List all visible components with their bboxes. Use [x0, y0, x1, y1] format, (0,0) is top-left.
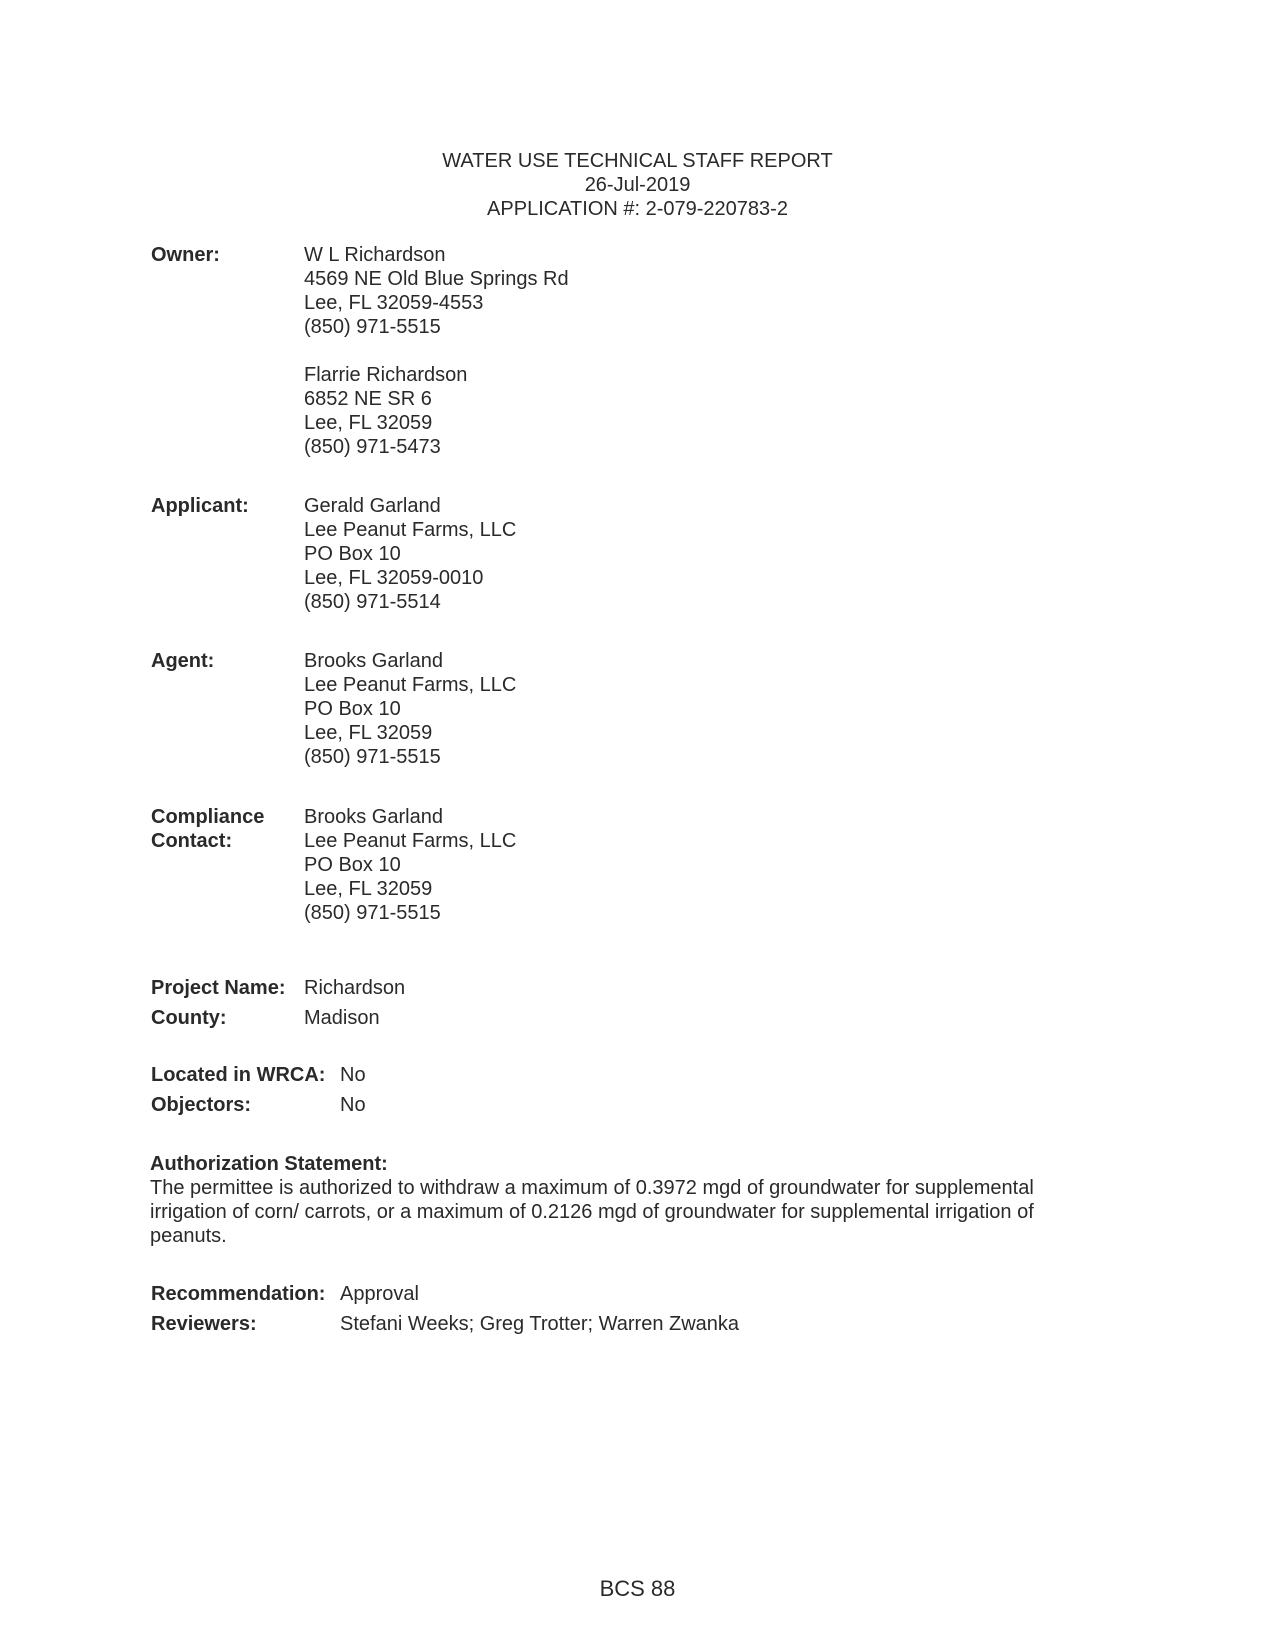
county-label: County:: [151, 1007, 227, 1029]
compliance-name: Brooks Garland: [304, 806, 443, 828]
owner-phone: (850) 971-5515: [304, 316, 441, 338]
recommendation-value: Approval: [340, 1283, 419, 1305]
project-value: Richardson: [304, 977, 406, 999]
compliance-address: PO Box 10: [304, 854, 401, 876]
recommendation-label: Recommendation:: [151, 1283, 326, 1305]
agent-value: [304, 649, 516, 769]
reviewers-label: Reviewers:: [151, 1313, 257, 1335]
compliance-company: Lee Peanut Farms, LLC: [304, 830, 517, 852]
agent-phone: (850) 971-5515: [304, 746, 441, 768]
owner-label: Owner:: [151, 244, 220, 266]
compliance-label-line2: Contact:: [151, 830, 233, 852]
report-date: 26-Jul-2019: [584, 174, 691, 196]
agent-company: Lee Peanut Farms, LLC: [304, 674, 517, 696]
objectors-value: No: [340, 1094, 366, 1116]
reviewers-value: Stefani Weeks; Greg Trotter; Warren Zwanka: [340, 1313, 740, 1335]
applicant-company: Lee Peanut Farms, LLC: [304, 519, 517, 541]
owner2-address: 6852 NE SR 6: [304, 388, 432, 410]
owner-value: [304, 243, 569, 459]
authorization-section: [150, 1152, 1090, 1248]
compliance-label-line1: Compliance: [151, 806, 265, 828]
owner-address: 4569 NE Old Blue Springs Rd: [304, 268, 569, 290]
application-number: APPLICATION #: 2-079-220783-2: [487, 198, 788, 220]
owner2-name: Flarrie Richardson: [304, 364, 468, 386]
owner2-city: Lee, FL 32059: [304, 412, 433, 434]
report-title: WATER USE TECHNICAL STAFF REPORT: [442, 150, 833, 172]
agent-name: Brooks Garland: [304, 650, 443, 672]
applicant-value: [304, 494, 516, 614]
authorization-line-1: The permittee is authorized to withdraw a maximum of 0.3972 mgd of groundwater for supplemental: [150, 1177, 1034, 1199]
agent-label: Agent:: [151, 650, 215, 672]
compliance-label: [151, 805, 264, 853]
applicant-name: Gerald Garland: [304, 495, 441, 517]
project-label: Project Name:: [151, 977, 286, 999]
page-number: BCS 88: [599, 1576, 676, 1601]
authorization-title: Authorization Statement:: [150, 1153, 388, 1175]
county-value: Madison: [304, 1007, 380, 1029]
authorization-line-2: irrigation of corn/ carrots, or a maximum of 0.2126 mgd of groundwater for supplemental irrigation of: [150, 1201, 1034, 1223]
compliance-city: Lee, FL 32059: [304, 878, 433, 900]
compliance-value: [304, 805, 516, 925]
applicant-phone: (850) 971-5514: [304, 591, 441, 613]
applicant-label: Applicant:: [151, 495, 249, 517]
compliance-phone: (850) 971-5515: [304, 902, 441, 924]
report-header: [0, 149, 1275, 221]
owner2-phone: (850) 971-5473: [304, 436, 441, 458]
owner-name: W L Richardson: [304, 244, 446, 266]
owner-city: Lee, FL 32059-4553: [304, 292, 484, 314]
wrca-label: Located in WRCA:: [151, 1064, 326, 1086]
applicant-city: Lee, FL 32059-0010: [304, 567, 484, 589]
applicant-address: PO Box 10: [304, 543, 401, 565]
authorization-line-3: peanuts.: [150, 1225, 227, 1247]
agent-address: PO Box 10: [304, 698, 401, 720]
wrca-value: No: [340, 1064, 366, 1086]
agent-city: Lee, FL 32059: [304, 722, 433, 744]
objectors-label: Objectors:: [151, 1094, 252, 1116]
